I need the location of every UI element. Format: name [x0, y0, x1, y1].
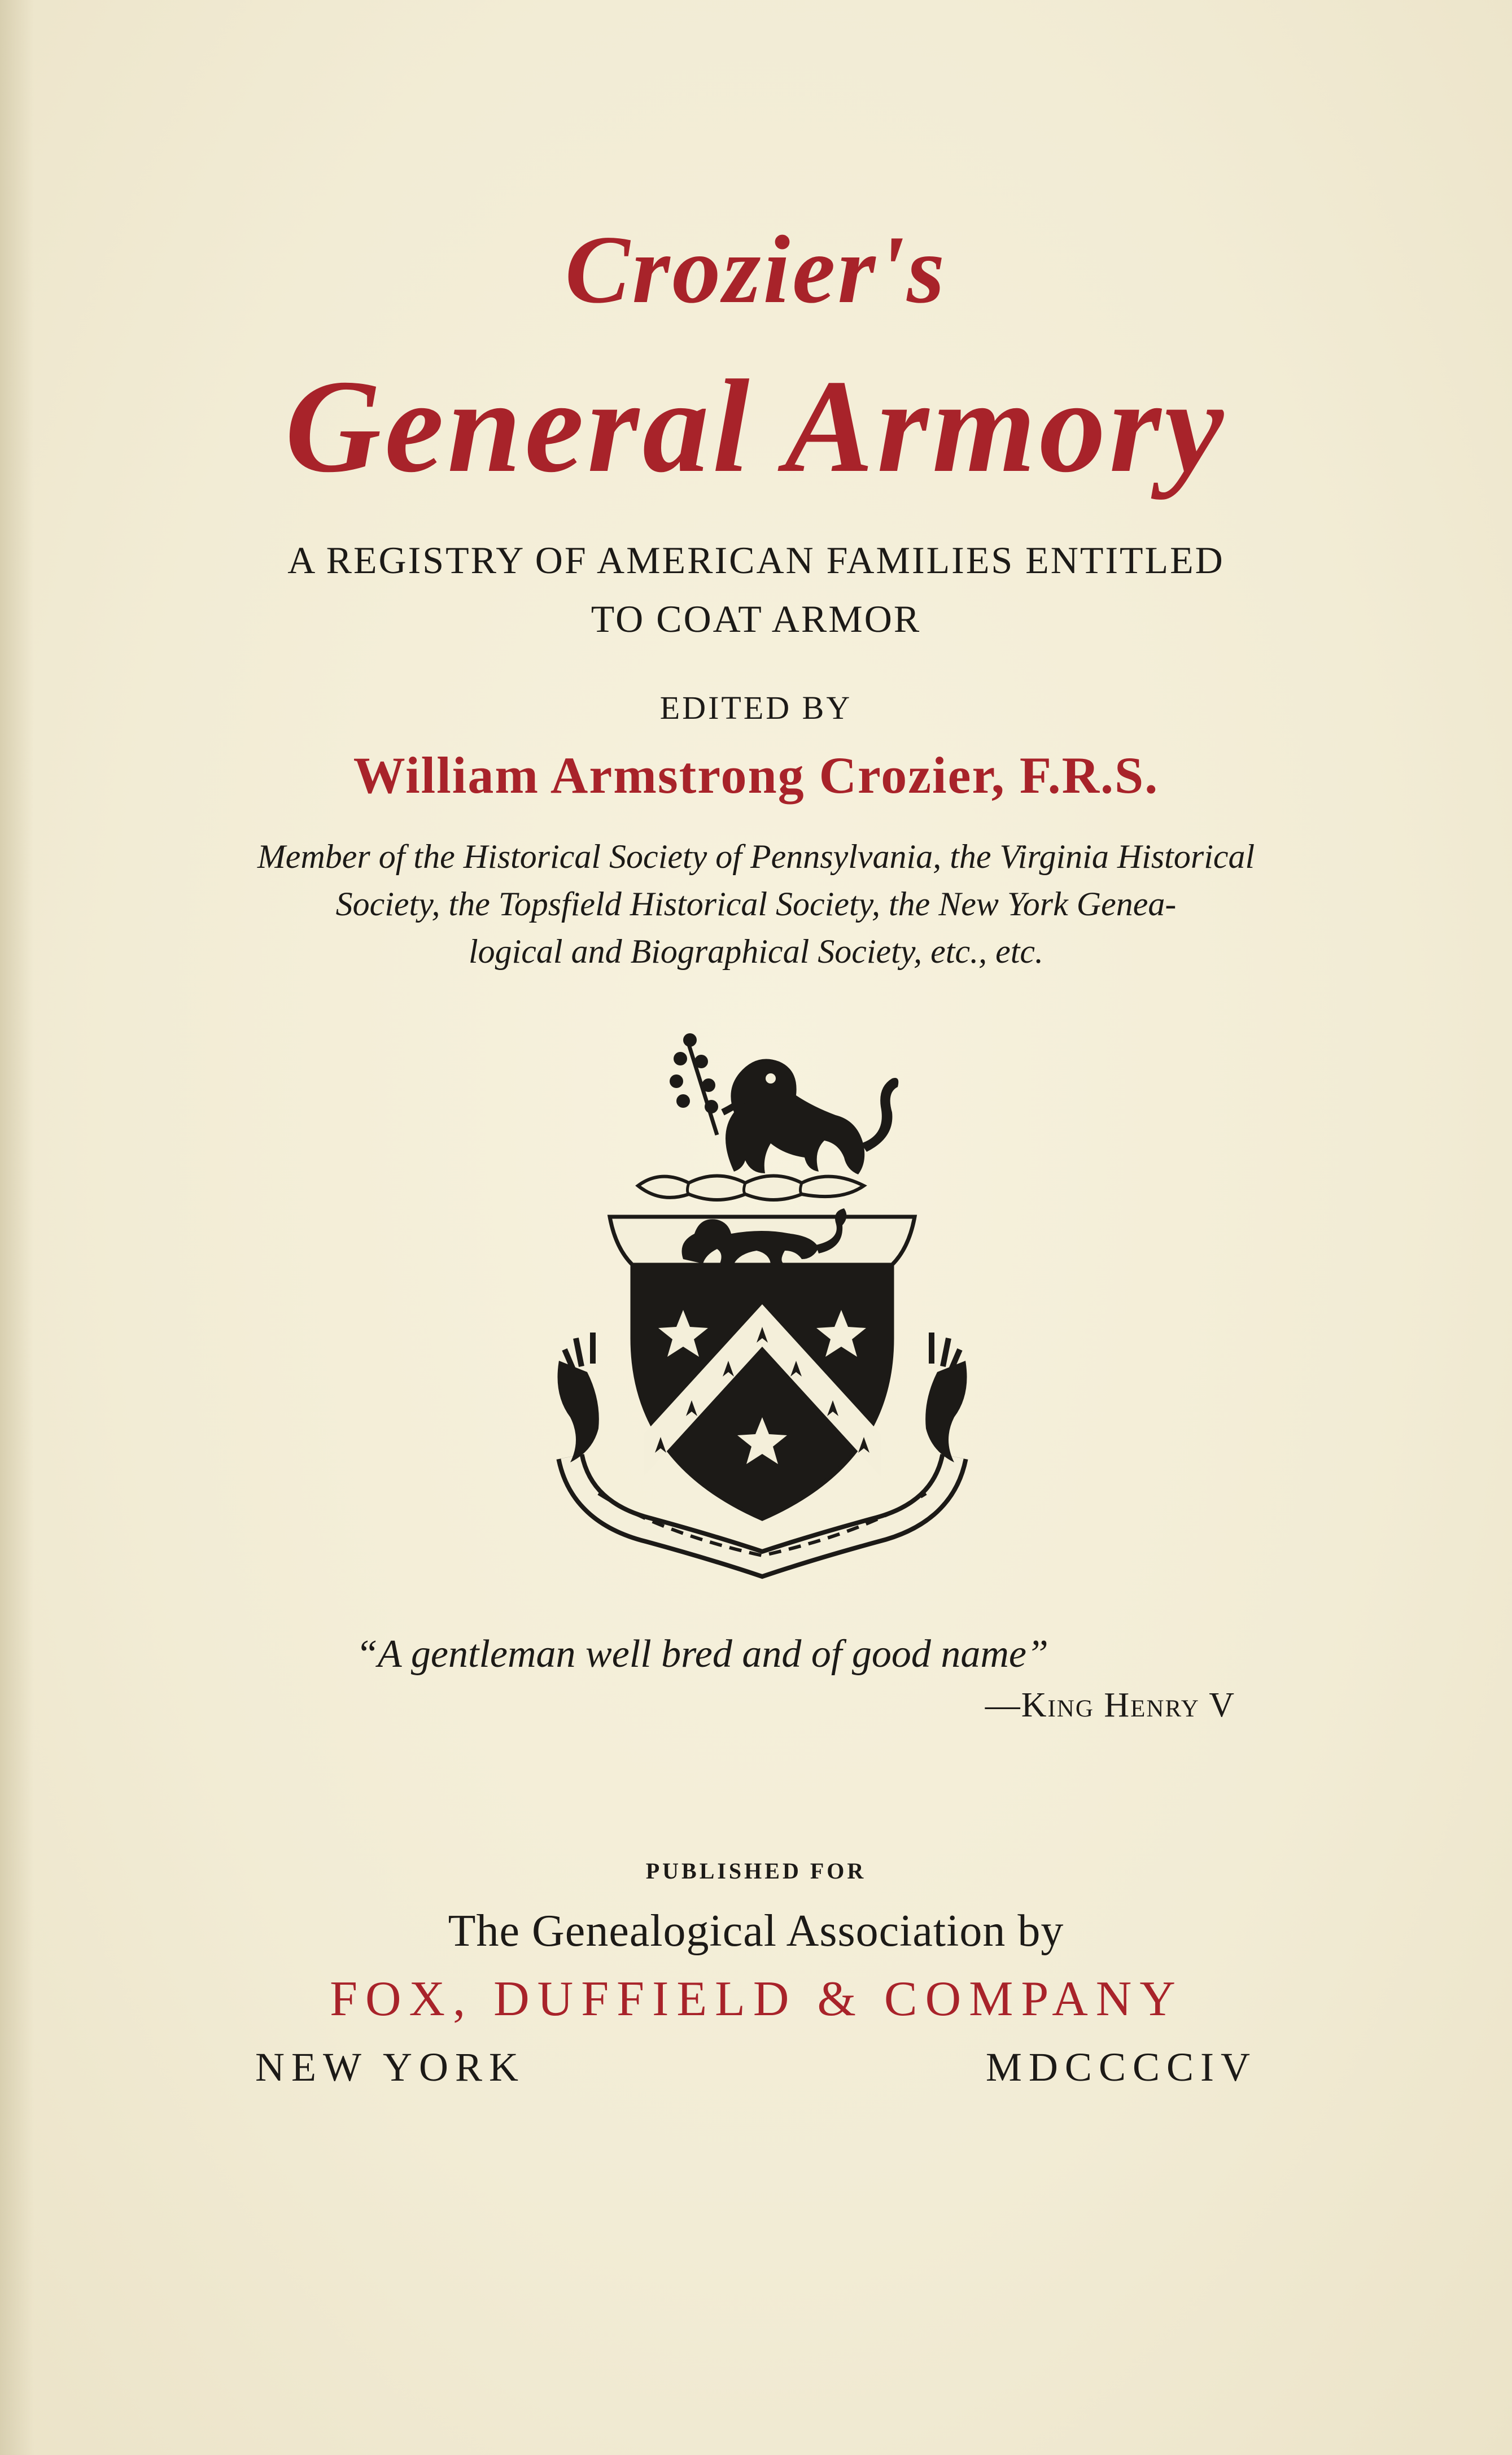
subtitle-line-1: A REGISTRY OF AMERICAN FAMILIES ENTITLED [287, 539, 1225, 582]
crest-lion [670, 1033, 898, 1174]
edited-by-label: EDITED BY [659, 689, 853, 726]
association-name: The Genealogical Association by [448, 1906, 1064, 1956]
subtitle-line-2: TO COAT ARMOR [591, 597, 921, 640]
membership-line-2: Society, the Topsfield Historical Society, the New York Genea- [335, 885, 1177, 923]
publication-city: NEW YORK [255, 2045, 525, 2090]
attribution-name: King Henry V [1021, 1686, 1235, 1724]
book-title-line-1: Crozier's [565, 216, 947, 324]
editor-name: William Armstrong Crozier, F.R.S. [353, 746, 1159, 804]
crest-wreath [638, 1176, 864, 1200]
book-title-line-2: General Armory [285, 353, 1227, 500]
attribution-dash: — [985, 1686, 1021, 1724]
epigraph-quote: “A gentleman well bred and of good name” [356, 1632, 1048, 1676]
coat-of-arms-icon [548, 1022, 977, 1598]
shield [610, 1208, 915, 1519]
published-for-label: PUBLISHED FOR [645, 1858, 867, 1884]
publication-year: MDCCCCIV [985, 2045, 1257, 2090]
book-subtitle [0, 531, 1512, 648]
membership-line-3: logical and Biographical Society, etc., etc. [468, 933, 1044, 970]
membership-line-1: Member of the Historical Society of Pennsylvania, the Virginia Historical [257, 838, 1255, 875]
publisher-name: FOX, DUFFIELD & COMPANY [330, 1972, 1183, 2026]
epigraph-attribution [985, 1685, 1235, 1726]
editor-memberships [0, 833, 1512, 975]
